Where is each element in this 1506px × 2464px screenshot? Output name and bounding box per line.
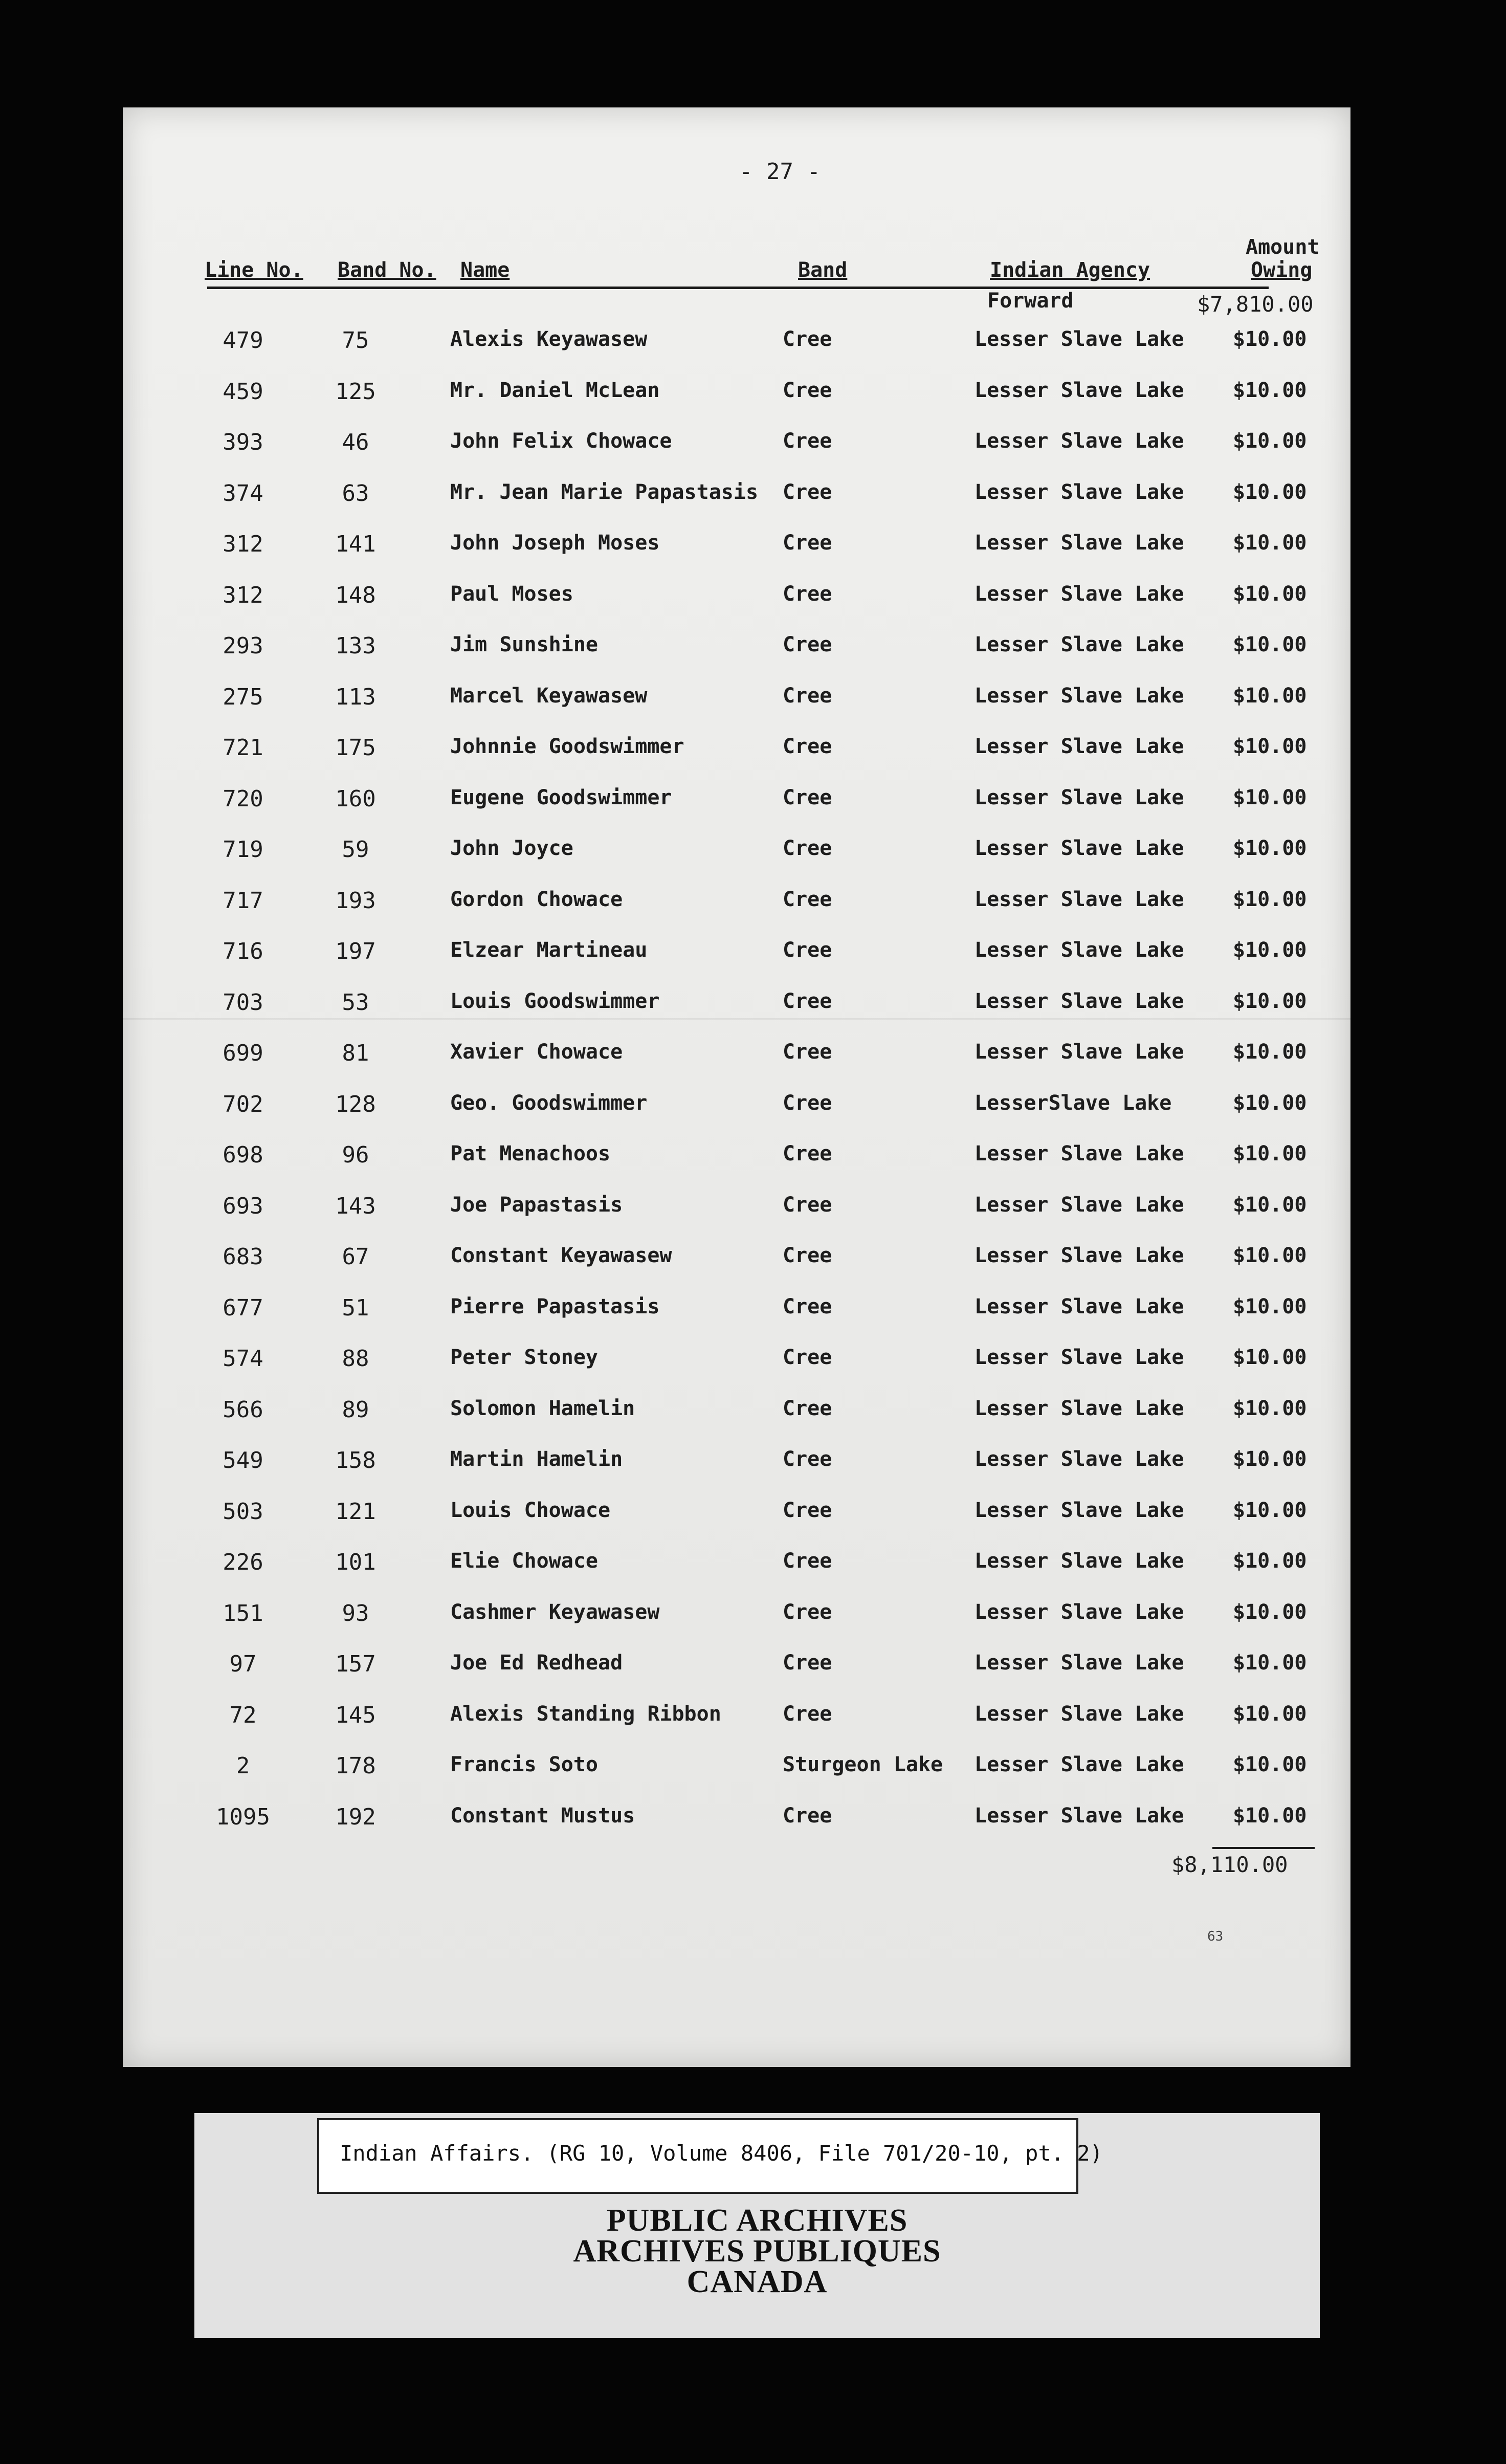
band-no: 113 (335, 684, 376, 710)
agency-name: Lesser Slave Lake (975, 1244, 1184, 1267)
member-name: Elie Chowace (450, 1549, 598, 1573)
agency-name: Lesser Slave Lake (975, 1803, 1184, 1828)
band-no: 67 (342, 1244, 369, 1270)
amount-owing: $10.00 (1233, 582, 1307, 606)
band-name: Cree (783, 327, 832, 351)
line-no: 374 (223, 480, 263, 507)
band-name: Cree (783, 938, 832, 962)
amount-owing: $10.00 (1233, 378, 1307, 402)
table-row (123, 1549, 1350, 1600)
amount-owing: $10.00 (1233, 480, 1307, 504)
table-row (123, 429, 1350, 480)
member-name: Joe Ed Redhead (450, 1651, 623, 1675)
band-no: 145 (335, 1702, 376, 1728)
band-name: Cree (783, 633, 832, 656)
line-no: 720 (223, 785, 263, 812)
line-no: 503 (223, 1498, 263, 1525)
agency-name: Lesser Slave Lake (975, 1498, 1184, 1522)
line-no: 716 (223, 938, 263, 964)
band-name: Cree (783, 480, 832, 504)
band-no: 63 (342, 480, 369, 507)
agency-name: Lesser Slave Lake (975, 633, 1184, 656)
band-no: 81 (342, 1040, 369, 1066)
header-rule (207, 287, 1269, 289)
band-no: 96 (342, 1142, 369, 1168)
band-name: Cree (783, 1498, 832, 1522)
band-name: Cree (783, 429, 832, 453)
agency-name: Lesser Slave Lake (975, 1549, 1184, 1573)
band-name: Cree (783, 1651, 832, 1675)
line-no: 293 (223, 633, 263, 659)
table-row (123, 1600, 1350, 1652)
band-no: 93 (342, 1600, 369, 1626)
band-no: 101 (335, 1549, 376, 1575)
band-no: 178 (335, 1753, 376, 1779)
band-name: Cree (783, 531, 832, 555)
agency-name: Lesser Slave Lake (975, 684, 1184, 708)
table-row (123, 582, 1350, 633)
member-name: Elzear Martineau (450, 938, 648, 962)
header-band: Band (798, 258, 848, 282)
amount-owing: $10.00 (1233, 684, 1307, 708)
band-name: Cree (783, 1142, 832, 1165)
band-no: 143 (335, 1193, 376, 1219)
amount-owing: $10.00 (1233, 1803, 1307, 1828)
table-row (123, 1397, 1350, 1448)
line-no: 698 (223, 1142, 263, 1168)
table-row (123, 1091, 1350, 1142)
agency-name: Lesser Slave Lake (975, 1193, 1184, 1217)
line-no: 459 (223, 378, 263, 405)
band-name: Cree (783, 1244, 832, 1267)
header-line-no: Line No. (205, 258, 303, 282)
member-name: Paul Moses (450, 582, 573, 606)
amount-owing: $10.00 (1233, 938, 1307, 962)
line-no: 719 (223, 837, 263, 863)
line-no: 393 (223, 429, 263, 455)
agency-name: Lesser Slave Lake (975, 582, 1184, 606)
member-name: Marcel Keyawasew (450, 684, 648, 708)
table-row (123, 633, 1350, 684)
agency-name: Lesser Slave Lake (975, 837, 1184, 860)
amount-owing: $10.00 (1233, 1040, 1307, 1064)
amount-owing: $10.00 (1233, 633, 1307, 656)
line-no: 2 (236, 1753, 250, 1779)
band-no: 175 (335, 735, 376, 761)
member-name: John Felix Chowace (450, 429, 672, 453)
agency-name: Lesser Slave Lake (975, 378, 1184, 402)
band-name: Cree (783, 684, 832, 708)
page-stamp: 63 (1207, 1929, 1224, 1944)
line-no: 312 (223, 531, 263, 557)
band-name: Cree (783, 1091, 832, 1115)
member-name: Jim Sunshine (450, 633, 598, 656)
line-no: 717 (223, 887, 263, 914)
agency-name: Lesser Slave Lake (975, 1702, 1184, 1726)
amount-owing: $10.00 (1233, 785, 1307, 809)
member-name: Xavier Chowace (450, 1040, 623, 1064)
table-row (123, 1753, 1350, 1804)
header-agency: Indian Agency (990, 258, 1150, 282)
member-name: Eugene Goodswimmer (450, 785, 672, 809)
table-row (123, 1346, 1350, 1397)
agency-name: Lesser Slave Lake (975, 1396, 1184, 1420)
band-no: 148 (335, 582, 376, 608)
band-no: 141 (335, 531, 376, 557)
band-name: Cree (783, 1702, 832, 1726)
agency-name: Lesser Slave Lake (975, 531, 1184, 555)
amount-owing: $10.00 (1233, 1142, 1307, 1165)
band-name: Cree (783, 1549, 832, 1573)
amount-owing: $10.00 (1233, 1498, 1307, 1522)
amount-owing: $10.00 (1233, 1294, 1307, 1318)
band-no: 192 (335, 1803, 376, 1830)
agency-name: Lesser Slave Lake (975, 1600, 1184, 1624)
band-name: Cree (783, 1396, 832, 1420)
table-row (123, 327, 1350, 379)
member-name: John Joyce (450, 837, 573, 860)
band-name: Cree (783, 735, 832, 758)
band-name: Cree (783, 887, 832, 911)
line-no: 703 (223, 989, 263, 1016)
amount-owing: $10.00 (1233, 1600, 1307, 1624)
member-name: Joe Papastasis (450, 1193, 623, 1217)
line-no: 677 (223, 1294, 263, 1321)
agency-name: Lesser Slave Lake (975, 1346, 1184, 1369)
amount-owing: $10.00 (1233, 989, 1307, 1013)
line-no: 72 (229, 1702, 257, 1728)
member-name: Mr. Jean Marie Papastasis (450, 480, 759, 504)
member-name: Francis Soto (450, 1753, 598, 1776)
table-row (123, 1702, 1350, 1753)
amount-owing: $10.00 (1233, 735, 1307, 758)
line-no: 566 (223, 1396, 263, 1423)
table-row (123, 938, 1350, 989)
table-row (123, 786, 1350, 837)
line-no: 1095 (216, 1803, 270, 1830)
amount-owing: $10.00 (1233, 887, 1307, 911)
page-number: - 27 - (739, 159, 821, 185)
band-name: Cree (783, 837, 832, 860)
amount-owing: $10.00 (1233, 1753, 1307, 1776)
agency-name: Lesser Slave Lake (975, 989, 1184, 1013)
forward-amount: $7,810.00 (1197, 292, 1314, 317)
agency-name: Lesser Slave Lake (975, 1040, 1184, 1064)
header-amount: Amount (1246, 235, 1320, 259)
band-no: 160 (335, 785, 376, 812)
table-row (123, 379, 1350, 430)
citation-text: Indian Affairs. (RG 10, Volume 8406, File 701/20-10, pt. 2) (340, 2141, 1103, 2166)
band-name: Cree (783, 1040, 832, 1064)
band-no: 193 (335, 887, 376, 914)
amount-owing: $10.00 (1233, 1396, 1307, 1420)
band-no: 157 (335, 1651, 376, 1677)
band-no: 51 (342, 1294, 369, 1321)
band-no: 125 (335, 378, 376, 405)
band-no: 53 (342, 989, 369, 1016)
member-name: Gordon Chowace (450, 887, 623, 911)
header-name: Name (460, 258, 510, 282)
total-rule (1212, 1847, 1315, 1849)
amount-owing: $10.00 (1233, 327, 1307, 351)
member-name: Geo. Goodswimmer (450, 1091, 648, 1115)
band-no: 158 (335, 1447, 376, 1473)
amount-owing: $10.00 (1233, 837, 1307, 860)
table-row (123, 989, 1350, 1041)
table-row (123, 1040, 1350, 1091)
amount-owing: $10.00 (1233, 1346, 1307, 1369)
band-no: 121 (335, 1498, 376, 1525)
table-row (123, 1447, 1350, 1499)
agency-name: Lesser Slave Lake (975, 1142, 1184, 1165)
line-no: 312 (223, 582, 263, 608)
member-name: John Joseph Moses (450, 531, 660, 555)
amount-owing: $10.00 (1233, 1651, 1307, 1675)
line-no: 683 (223, 1244, 263, 1270)
table-row (123, 480, 1350, 532)
band-name: Cree (783, 1346, 832, 1369)
table-row (123, 684, 1350, 735)
agency-name: Lesser Slave Lake (975, 1753, 1184, 1776)
band-name: Cree (783, 1600, 832, 1624)
member-name: Solomon Hamelin (450, 1396, 635, 1420)
header-owing: Owing (1251, 258, 1313, 282)
amount-owing: $10.00 (1233, 1549, 1307, 1573)
agency-name: Lesser Slave Lake (975, 938, 1184, 962)
member-name: Constant Keyawasew (450, 1244, 672, 1267)
table-row (123, 1651, 1350, 1702)
member-name: Johnnie Goodswimmer (450, 735, 684, 758)
band-name: Cree (783, 1193, 832, 1217)
band-name: Cree (783, 1294, 832, 1318)
archives-name-fr: ARCHIVES PUBLIQUES (573, 2234, 941, 2269)
member-name: Pierre Papastasis (450, 1294, 660, 1318)
agency-name: Lesser Slave Lake (975, 735, 1184, 758)
line-no: 549 (223, 1447, 263, 1473)
member-name: Louis Chowace (450, 1498, 611, 1522)
forward-label: Forward (987, 289, 1074, 313)
line-no: 151 (223, 1600, 263, 1626)
line-no: 479 (223, 327, 263, 354)
line-no: 721 (223, 735, 263, 761)
band-name: Cree (783, 1447, 832, 1471)
citation-box (317, 2118, 1103, 2194)
member-name: Peter Stoney (450, 1346, 598, 1369)
member-name: Louis Goodswimmer (450, 989, 660, 1013)
member-name: Pat Menachoos (450, 1142, 611, 1165)
archive-label-panel (194, 2113, 1320, 2338)
table-row (123, 1804, 1350, 1855)
band-no: 197 (335, 938, 376, 964)
agency-name: Lesser Slave Lake (975, 785, 1184, 809)
member-name: Cashmer Keyawasew (450, 1600, 660, 1624)
table-row (123, 1193, 1350, 1244)
amount-owing: $10.00 (1233, 1091, 1307, 1115)
line-no: 226 (223, 1549, 263, 1575)
table-row (123, 531, 1350, 582)
table-row (123, 1295, 1350, 1346)
amount-owing: $10.00 (1233, 531, 1307, 555)
table-row (123, 1244, 1350, 1295)
amount-owing: $10.00 (1233, 1702, 1307, 1726)
member-name: Alexis Keyawasew (450, 327, 648, 351)
header-band-no: Band No. (338, 258, 436, 282)
line-no: 693 (223, 1193, 263, 1219)
table-row (123, 735, 1350, 786)
table-row (123, 837, 1350, 888)
member-name: Constant Mustus (450, 1803, 635, 1828)
line-no: 97 (229, 1651, 257, 1677)
agency-name: Lesser Slave Lake (975, 429, 1184, 453)
agency-name: Lesser Slave Lake (975, 887, 1184, 911)
member-name: Alexis Standing Ribbon (450, 1702, 721, 1726)
amount-owing: $10.00 (1233, 1193, 1307, 1217)
archives-name-en: PUBLIC ARCHIVES (606, 2203, 908, 2238)
line-no: 702 (223, 1091, 263, 1117)
band-no: 75 (342, 327, 369, 354)
table-row (123, 1499, 1350, 1550)
band-name: Sturgeon Lake (783, 1753, 943, 1776)
total-amount: $8,110.00 (1171, 1852, 1288, 1877)
table-row (123, 1142, 1350, 1193)
agency-name: Lesser Slave Lake (975, 327, 1184, 351)
band-no: 128 (335, 1091, 376, 1117)
agency-name: Lesser Slave Lake (975, 1447, 1184, 1471)
band-no: 89 (342, 1396, 369, 1423)
amount-owing: $10.00 (1233, 1447, 1307, 1471)
ledger-table (123, 327, 1350, 1855)
line-no: 574 (223, 1346, 263, 1372)
agency-name: Lesser Slave Lake (975, 1651, 1184, 1675)
member-name: Mr. Daniel McLean (450, 378, 660, 402)
document-page (123, 107, 1350, 2067)
band-name: Cree (783, 785, 832, 809)
archives-country: CANADA (686, 2264, 828, 2299)
band-no: 46 (342, 429, 369, 455)
band-name: Cree (783, 1803, 832, 1828)
band-name: Cree (783, 378, 832, 402)
band-name: Cree (783, 989, 832, 1013)
band-name: Cree (783, 582, 832, 606)
member-name: Martin Hamelin (450, 1447, 623, 1471)
line-no: 699 (223, 1040, 263, 1066)
agency-name: Lesser Slave Lake (975, 480, 1184, 504)
agency-name: Lesser Slave Lake (975, 1294, 1184, 1318)
amount-owing: $10.00 (1233, 1244, 1307, 1267)
band-no: 88 (342, 1346, 369, 1372)
band-no: 133 (335, 633, 376, 659)
amount-owing: $10.00 (1233, 429, 1307, 453)
line-no: 275 (223, 684, 263, 710)
table-row (123, 888, 1350, 939)
band-no: 59 (342, 837, 369, 863)
agency-name: LesserSlave Lake (975, 1091, 1172, 1115)
